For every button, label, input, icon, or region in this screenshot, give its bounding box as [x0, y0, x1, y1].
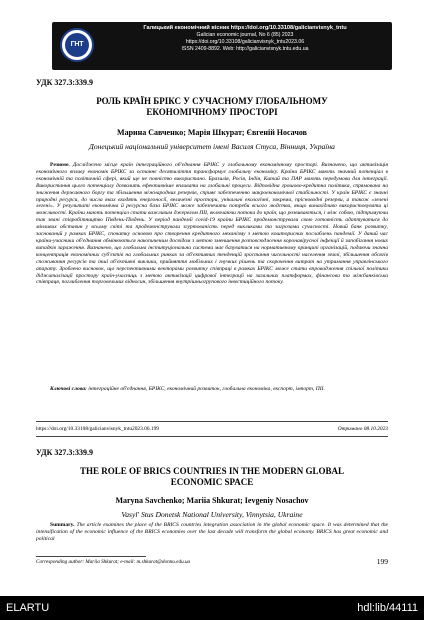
doi-row: [36, 426, 388, 432]
authors-ua: Марина Савченко; Марія Шкурат; Євгеній Носачов: [117, 128, 307, 137]
divider-top: [36, 421, 388, 422]
abstract-ua: [36, 162, 388, 384]
page-number: 199: [376, 557, 388, 566]
journal-header-text: [100, 25, 390, 53]
article-title-en: [40, 466, 384, 488]
keywords-label-ua: Ключові слова:: [50, 386, 87, 392]
repository-bar: [0, 596, 424, 620]
journal-issue-line: Galician economic journal, No 6 (85) 2023: [196, 32, 294, 38]
udk-code-ua: УДК 327.3:339.9: [36, 78, 94, 87]
footnote-rule: [36, 556, 146, 557]
keywords-text-ua: інтеграційне об'єднання, БРІКС, економічний розвиток, глобальна економіка, експорт, імпорт, ПІІ.: [88, 386, 325, 392]
journal-issn-line[interactable]: ISSN 2409-8892. Web: http://galicianvisnyk.tntu.edu.ua: [181, 46, 309, 52]
article-title-ua: [40, 96, 384, 118]
authors-en: Maryna Savchenko; Mariia Shkurat; Ievgeniy Nosachov: [115, 496, 309, 505]
keywords-ua: [36, 386, 388, 402]
udk-code-en: УДК 327.3:339.9: [36, 448, 94, 457]
page-footer: [36, 559, 388, 565]
affiliation-en: Vasyl' Stus Donetsk National University, Vinnytsia, Ukraine: [121, 510, 303, 519]
handle-id[interactable]: hdl:lib/44111: [357, 602, 418, 614]
title-en-line-1: THE ROLE OF BRICS COUNTRIES IN THE MODERN GLOBAL: [79, 466, 345, 476]
logo-text: ГНТ: [65, 33, 89, 57]
abstract-label-ua: Резюме.: [50, 162, 70, 168]
repository-name[interactable]: ELARTU: [6, 602, 50, 614]
title-en-line-2: ECONOMIC SPACE: [170, 477, 254, 487]
journal-doi-line[interactable]: https://doi.org/10.33108/galicianvisnyk_tntu2023.06: [185, 39, 305, 45]
summary-text-en: The article examines the place of the BRICS countries integration association in the global economic space. It was determined that the intensification of the economic influence of the BRICS economies over the last decade will transform the global economy. BRICS has great economic and political: [36, 522, 388, 542]
corresponding-author: Corresponding author: Mariia Shkurat; e-mail: m.shkurat@donnu.edu.ua: [36, 559, 191, 565]
journal-logo: [60, 28, 94, 62]
title-ua-line-1: РОЛЬ КРАЇН БРІКС У СУЧАСНОМУ ГЛОБАЛЬНОМУ: [96, 96, 328, 106]
summary-label-en: Summary.: [50, 522, 75, 528]
title-ua-line-2: ЕКОНОМІЧНОМУ ПРОСТОРІ: [146, 107, 278, 117]
divider-bottom: [36, 436, 388, 437]
journal-title-line: Галицький економічний вісник https://doi.org/10.33108/galicianvisnyk_tntu: [143, 25, 347, 31]
affiliation-ua: Донецький національний університет імені Василя Стуса, Вінниця, Україна: [89, 142, 335, 151]
article-doi-link[interactable]: https://doi.org/10.33108/galicianvisnyk_tntu2023.06.199: [36, 426, 159, 432]
summary-en: [36, 522, 388, 544]
abstract-text-ua: Досліджено місце країн інтеграційного об'єднання БРІКС у глобальному економічному просторі. Визначено, що активізація економічного впливу економік БРІКС за останнє десятиліття трансформує глобальну економіку. Країни БРІКС мають значний потенціал в економічній та політичній сфері, який ще не повністю використано. Бразилія, Росія, Індія, Китай та ПАР мають передумови для інтеграції. Використання цього потенціалу дозволить ефективніше впливати на глобальні процеси. Відповідна грошово-кредитна політика, спрямована на зниження державного боргу та збільшення міжнародних резервів, сприяє забезпеченню макроекономічної стабільності. У країн БРІКС є значні природні ресурси, до числа яких входять енергоносії, величезні простори, унікальні екологічні, зокрема, прісноводні резерви, а також «зелені легені». У результаті економічна й ресурсна база БРІКС може забезпечити потреби всього людства, якщо винахідливо використовувати ці можливості. Країни мають потенціал стати важливим джерелом ПІІ, включаючи потоки до країн, що розвиваються, і між собою, підтримуючи так звані співробітництво Південь-Південь. У період пандемії covid-19 країни БРІКС продемонстрували свою готовність адаптуватися до мінливих обставин у всьому світі та продемонстрували згуртованість перед викликами та загрозами сучасності. Новий банк розвитку, заснований у рамках БРІКС, спочатку основою про створення кредитного механізму з метою кошторисних послаблень пандемії. У даний час країни-учасники об'єднання обмінюються накопиченим досвідом з метою зменшення розповсюдження коронавірусної інфекції й запобігання нових випадків зараження. Визначено, що глобальна інституціональна система має базуватися на нормативному принципі організацій, подаючи значна концентрація економічних суб'єктів на глобальних ринках за об'єктивних тенденцій зростання чисельності населення землі, збільшення обсягів споживання ресурсів та інші об'єктивні виклики, прийняття мобільних і гнучких рішень та скорочення витрат на утримання управлінського апарату. Зроблено висновок, що перспективними векторами розвитку співпраці в рамках БРІКС може стати впровадження спільної політики діджиталізації простору країн-учасниць з метою активізації цифрової інтеграції на загальних платформах, фінансова та міжбанківська співпраця, поглиблення торговельних відносин, збільшення внутрішньогрупового інвестиційного потоку.: [36, 162, 388, 286]
received-date: Отримано 08.10.2023: [337, 426, 388, 432]
